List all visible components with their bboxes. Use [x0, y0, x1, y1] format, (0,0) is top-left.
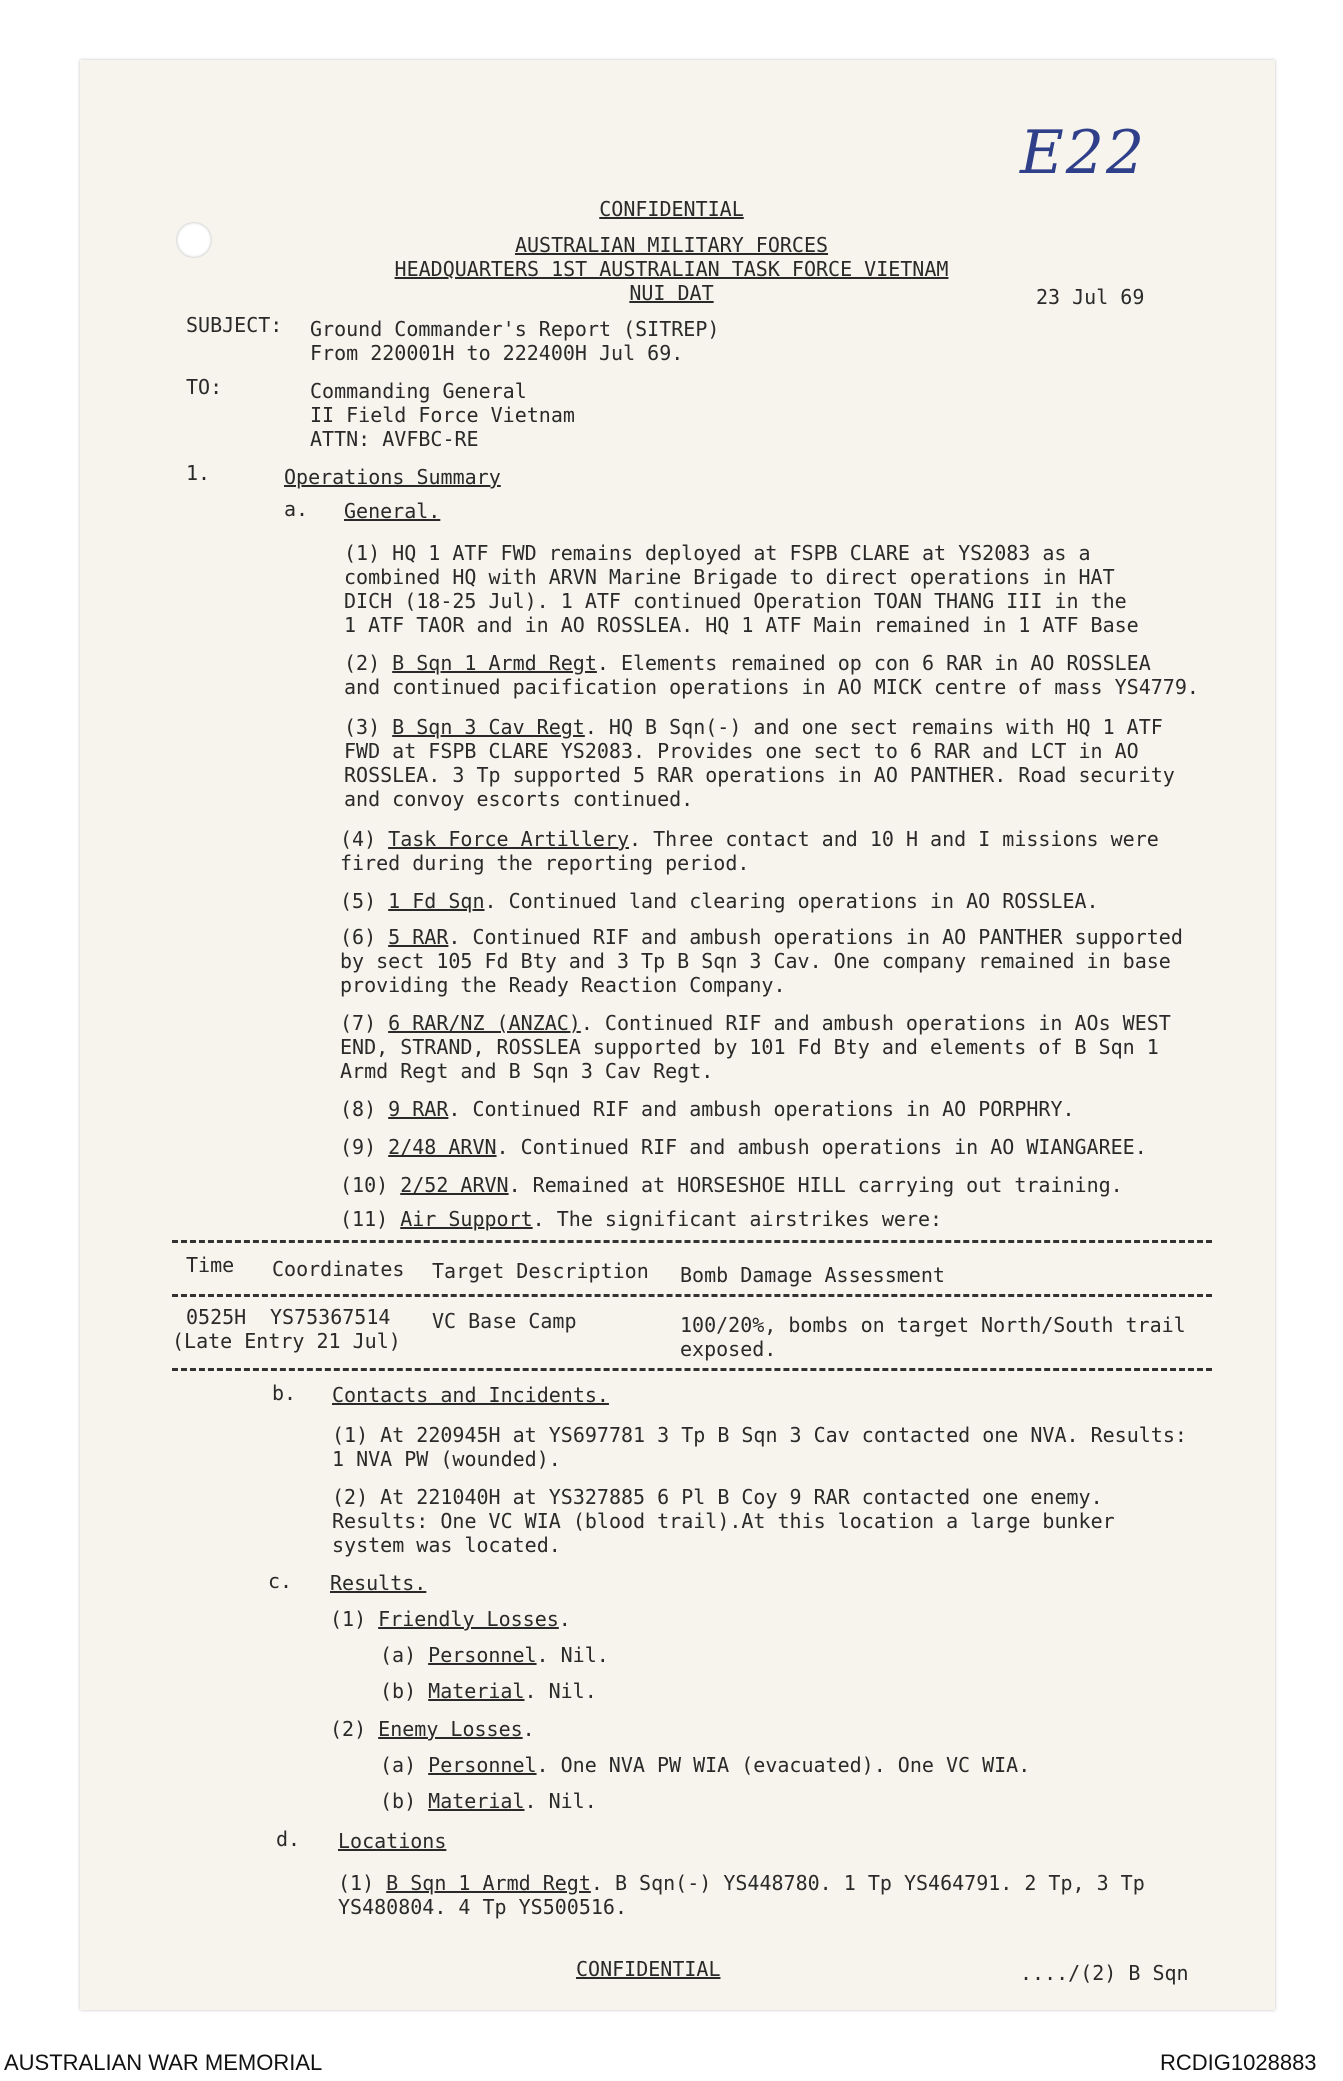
unit-2-48-arvn: 2/48 ARVN — [388, 1135, 497, 1159]
para-b-label: b. — [272, 1381, 297, 1405]
locations-1-line-1: (1) B Sqn 1 Armd Regt. B Sqn(-) YS448780. 1 Tp YS464791. 2 Tp, 3 Tp — [338, 1871, 1145, 1895]
results-2-title: (2) Enemy Losses. — [330, 1717, 535, 1741]
table-row-target: VC Base Camp — [432, 1309, 577, 1333]
unit-1-fd-sqn: 1 Fd Sqn — [388, 889, 485, 913]
unit-b-sqn-1-armd: B Sqn 1 Armd Regt — [392, 651, 597, 675]
general-11-line-1: (11) Air Support. The significant airstrikes were: — [340, 1207, 943, 1231]
section-1-title: Operations Summary — [284, 465, 501, 489]
unit-5-rar: 5 RAR — [388, 925, 449, 949]
general-3-line-1: (3) B Sqn 3 Cav Regt. HQ B Sqn(-) and one sect remains with HQ 1 ATF — [344, 715, 1163, 739]
table-rule-top — [172, 1240, 1212, 1243]
table-header-target: Target Description — [432, 1259, 649, 1283]
unit-6-rar-nz: 6 RAR/NZ (ANZAC) — [388, 1011, 581, 1035]
general-6-line-1: (6) 5 RAR. Continued RIF and ambush operations in AO PANTHER supported — [340, 925, 1183, 949]
handwritten-reference: E22 — [1020, 118, 1147, 188]
table-header-bda: Bomb Damage Assessment — [680, 1263, 945, 1287]
section-1-number: 1. — [186, 461, 211, 485]
para-c-label: c. — [268, 1569, 293, 1593]
para-d-title: Locations — [338, 1829, 447, 1853]
para-c-title: Results. — [330, 1571, 427, 1595]
subject-label: SUBJECT: — [186, 313, 283, 337]
to-line-2: II Field Force Vietnam — [310, 403, 575, 427]
para-a-label: a. — [284, 497, 309, 521]
general-2-line-2: and continued pacification operations in AO MICK centre of mass YS4779. — [344, 675, 1199, 699]
general-8-line-1: (8) 9 RAR. Continued RIF and ambush operations in AO PORPHRY. — [340, 1097, 1075, 1121]
contact-2-line-2: Results: One VC WIA (blood trail).At this location a large bunker — [332, 1509, 1115, 1533]
unit-air-support: Air Support — [400, 1207, 533, 1231]
continuation-note: ..../(2) B Sqn — [1020, 1961, 1189, 1985]
subject-line-1: Ground Commander's Report (SITREP) — [310, 317, 720, 341]
contact-2-line-1: (2) At 221040H at YS327885 6 Pl B Coy 9 RAR contacted one enemy. — [332, 1485, 1103, 1509]
to-label: TO: — [186, 375, 223, 399]
table-rule-bottom — [172, 1368, 1212, 1371]
general-3-line-4: and convoy escorts continued. — [344, 787, 694, 811]
org-line-1: AUSTRALIAN MILITARY FORCES — [514, 233, 829, 257]
general-1-line-3: DICH (18-25 Jul). 1 ATF continued Operation TOAN THANG III in the — [344, 589, 1127, 613]
results-1a: (a) Personnel. Nil. — [380, 1643, 609, 1667]
general-5-line-1: (5) 1 Fd Sqn. Continued land clearing operations in AO ROSSLEA. — [340, 889, 1099, 913]
unit-2-52-arvn: 2/52 ARVN — [400, 1173, 509, 1197]
unit-9-rar: 9 RAR — [388, 1097, 449, 1121]
general-6-line-3: providing the Ready Reaction Company. — [340, 973, 786, 997]
general-1-line-2: combined HQ with ARVN Marine Brigade to direct operations in HAT — [344, 565, 1115, 589]
org-line-3: NUI DAT — [629, 281, 714, 305]
table-row-bda-line-2: exposed. — [680, 1337, 777, 1361]
results-1b: (b) Material. Nil. — [380, 1679, 597, 1703]
general-3-line-2: FWD at FSPB CLARE YS2083. Provides one sect to 6 RAR and LCT in AO — [344, 739, 1139, 763]
general-3-line-3: ROSSLEA. 3 Tp supported 5 RAR operations in AO PANTHER. Road security — [344, 763, 1175, 787]
general-6-line-2: by sect 105 Fd Bty and 3 Tp B Sqn 3 Cav. One company remained in base — [340, 949, 1171, 973]
table-header-coordinates: Coordinates — [272, 1257, 405, 1281]
table-row-bda-line-1: 100/20%, bombs on target North/South trail — [680, 1313, 1186, 1337]
general-7-line-1: (7) 6 RAR/NZ (ANZAC). Continued RIF and ambush operations in AOs WEST — [340, 1011, 1171, 1035]
general-10-line-1: (10) 2/52 ARVN. Remained at HORSESHOE HILL carrying out training. — [340, 1173, 1123, 1197]
general-1-line-4: 1 ATF TAOR and in AO ROSSLEA. HQ 1 ATF Main remained in 1 ATF Base — [344, 613, 1139, 637]
classification-bottom: CONFIDENTIAL — [576, 1957, 721, 1981]
footer-archive-name: AUSTRALIAN WAR MEMORIAL — [4, 2050, 323, 2075]
table-row-time: 0525H — [186, 1305, 247, 1329]
document-date: 23 Jul 69 — [1036, 285, 1145, 309]
classification-top: CONFIDENTIAL — [599, 197, 744, 221]
unit-task-force-artillery: Task Force Artillery — [388, 827, 629, 851]
results-2b: (b) Material. Nil. — [380, 1789, 597, 1813]
unit-b-sqn-3-cav: B Sqn 3 Cav Regt — [392, 715, 585, 739]
org-line-2: HEADQUARTERS 1ST AUSTRALIAN TASK FORCE VIETNAM — [394, 257, 949, 281]
table-rule-mid — [172, 1294, 1212, 1297]
contact-1-line-2: 1 NVA PW (wounded). — [332, 1447, 561, 1471]
general-9-line-1: (9) 2/48 ARVN. Continued RIF and ambush operations in AO WIANGAREE. — [340, 1135, 1147, 1159]
subject-line-2: From 220001H to 222400H Jul 69. — [310, 341, 684, 365]
general-1-line-1: (1) HQ 1 ATF FWD remains deployed at FSPB CLARE at YS2083 as a — [344, 541, 1091, 565]
results-2a: (a) Personnel. One NVA PW WIA (evacuated). One VC WIA. — [380, 1753, 1031, 1777]
contact-2-line-3: system was located. — [332, 1533, 561, 1557]
general-7-line-2: END, STRAND, ROSSLEA supported by 101 Fd Bty and elements of B Sqn 1 — [340, 1035, 1159, 1059]
general-4-line-1: (4) Task Force Artillery. Three contact and 10 H and I missions were — [340, 827, 1159, 851]
general-4-line-2: fired during the reporting period. — [340, 851, 750, 875]
unit-b-sqn-1-armd-loc: B Sqn 1 Armd Regt — [386, 1871, 591, 1895]
table-header-time: Time — [186, 1253, 235, 1277]
general-7-line-3: Armd Regt and B Sqn 3 Cav Regt. — [340, 1059, 714, 1083]
para-a-title: General. — [344, 499, 441, 523]
results-1-title: (1) Friendly Losses. — [330, 1607, 571, 1631]
contact-1-line-1: (1) At 220945H at YS697781 3 Tp B Sqn 3 Cav contacted one NVA. Results: — [332, 1423, 1187, 1447]
para-d-label: d. — [276, 1827, 301, 1851]
para-b-title: Contacts and Incidents. — [332, 1383, 609, 1407]
to-line-1: Commanding General — [310, 379, 527, 403]
table-row-note: (Late Entry 21 Jul) — [172, 1329, 401, 1353]
locations-1-line-2: YS480804. 4 Tp YS500516. — [338, 1895, 627, 1919]
to-line-3: ATTN: AVFBC-RE — [310, 427, 479, 451]
table-row-coordinates: YS75367514 — [270, 1305, 391, 1329]
footer-record-id: RCDIG1028883 — [1160, 2050, 1317, 2075]
general-2-line-1: (2) B Sqn 1 Armd Regt. Elements remained op con 6 RAR in AO ROSSLEA — [344, 651, 1151, 675]
